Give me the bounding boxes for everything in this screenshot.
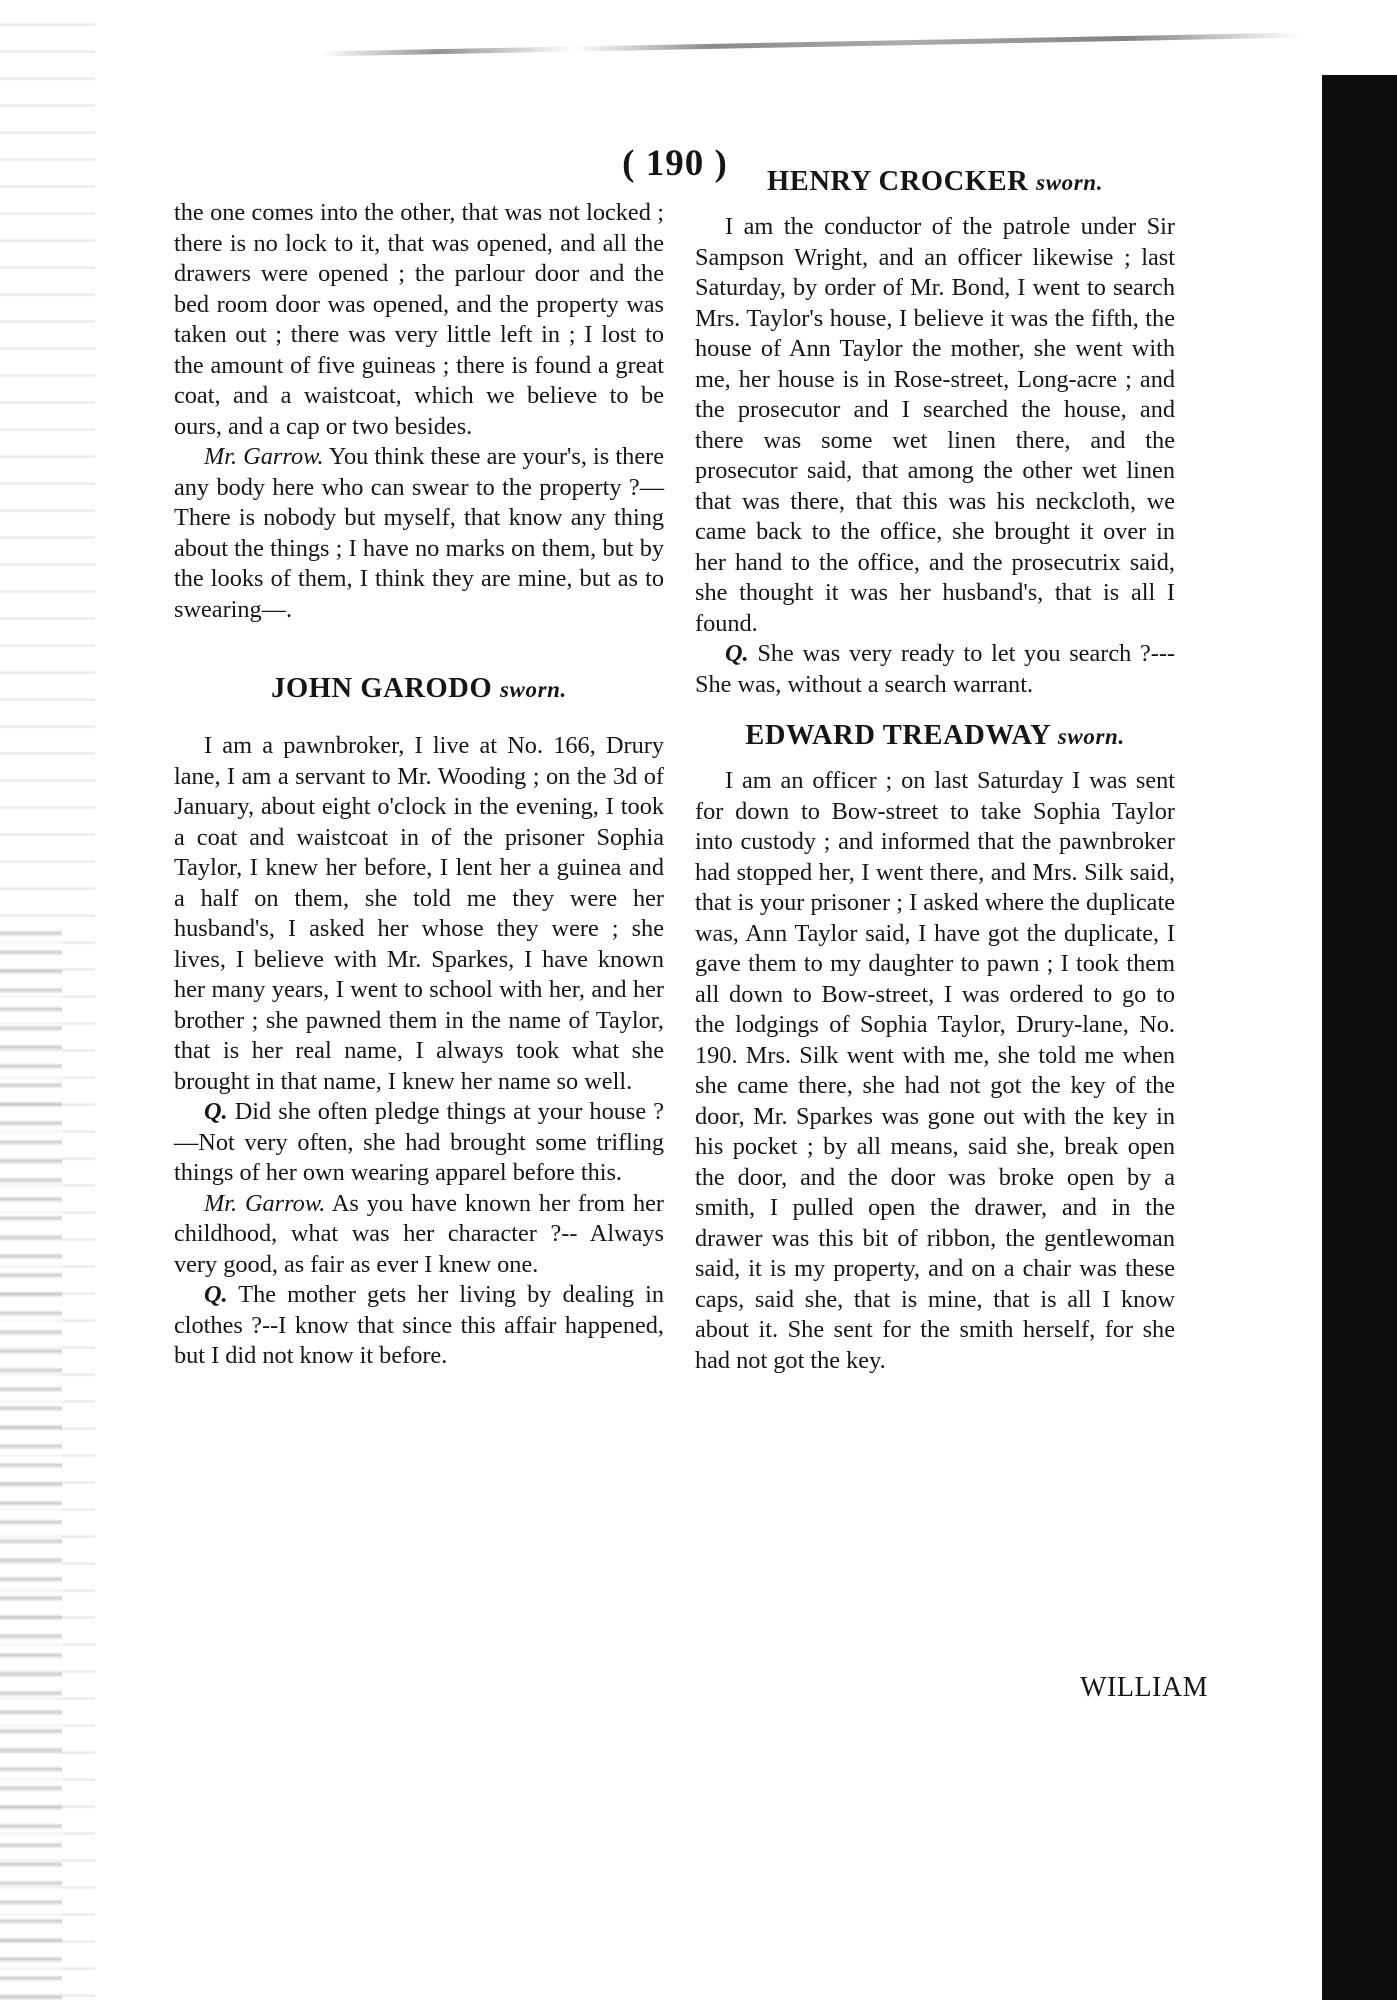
question-pledge-text: Did she often pledge things at your house ?—Not very often, she had brought some trifling things of her own wearing apparel before this.	[174, 1098, 664, 1186]
left-column	[174, 198, 664, 1372]
question-mark-q: Q.	[204, 1098, 228, 1125]
scan-right-margin-bar	[1322, 75, 1397, 2000]
garrow-question-2-text: As you have known her from her childhood, what was her character ?-- Always very good, as fair as ever I knew one.	[174, 1189, 664, 1278]
speaker-garrow: Mr. Garrow.	[204, 443, 324, 470]
witness-heading-crocker	[695, 166, 1175, 198]
scan-binding-shadow	[0, 930, 62, 2000]
question-mother-text: The mother gets her living by dealing in clothes ?--I know that since this affair happened, but I did not know it before.	[174, 1281, 665, 1369]
garrow-question-1-text: You think these are your's, is there any body here who can swear to the property ?—There is nobody but myself, that know any thing about the things ; I have no marks on them, but by the looks of them, I think they are mine, but as to swearing—.	[174, 443, 664, 623]
catchword: WILLIAM	[1080, 1672, 1208, 1703]
scan-top-rule	[320, 33, 1300, 57]
witness-heading-garodo	[174, 673, 664, 705]
opening-paragraph: the one comes into the other, that was not locked ; there is no lock to it, that was opened, and all the drawers were opened ; the parlour door and the bed room door was opened, and the property was taken out ; there was very little left in ; I lost to the amount of five guineas ; there is found a great coat, and a waistcoat, which we believe to be ours, and a cap or two besides.	[174, 199, 664, 440]
treadway-testimony: I am an officer ; on last Saturday I was sent for down to Bow-street to take Sophia Taylor into custody ; and informed that the pawnbroker had stopped her, I went there, and Mrs. Silk said, that is your prisoner ; I asked where the duplicate was, Ann Taylor said, I have got the duplicate, I gave them to my daughter to pawn ; I took them all down to Bow-street, I was ordered to go to the lodgings of Sophia Taylor, Drury-lane, No. 190. Mrs. Silk went with me, she told me when she came there, she had not got the key of the door, Mr. Sparkes was gone out with the key in his pocket ; by all means, said she, break open the door, and the door was broke open by a smith, I pulled open the drawer, and in the drawer was this bit of ribbon, the gentlewoman said, it is my property, and on a chair was these caps, said she, that is mine, that is all I know about it. She sent for the smith herself, for she had not got the key.	[695, 767, 1175, 1374]
crocker-testimony: I am the conductor of the patrole under Sir Sampson Wright, and an officer likewise ; last Saturday, by order of Mr. Bond, I went to search Mrs. Taylor's house, I believe it was the fifth, the house of Ann Taylor the mother, she went with me, her house is in Rose-street, Long-acre ; and the prosecutor and I searched the house, and there was some wet linen there, and the prosecutor said, that among the other wet linen that was there, that this was his neckcloth, we came back to the office, she brought it over in her hand to the office, and the prosecutrix said, she thought it was her husband's, that is all I found.	[695, 213, 1175, 637]
garodo-testimony: I am a pawnbroker, I live at No. 166, Drury lane, I am a servant to Mr. Wooding ; on the 3d of January, about eight o'clock in the evening, I took a coat and waistcoat in of the prisoner Sophia Taylor, I knew her before, I lent her a guinea and a half on them, she told me they were her husband's, I asked her whose they were ; she lives, I believe with Mr. Sparkes, I have known her many years, I went to school with her, and her brother ; she pawned them in the name of Taylor, that is her real name, I always took what she brought in that name, I knew her name so well.	[174, 732, 664, 1095]
garrow-question-2	[174, 1189, 664, 1281]
witness-name-crocker: HENRY CROCKER	[766, 166, 1029, 197]
sworn-label: sworn.	[1036, 170, 1104, 195]
witness-heading-treadway	[695, 720, 1175, 752]
page-number: ( 190 )	[622, 143, 728, 184]
question-ready-text: She was very ready to let you search ?---She was, without a search warrant.	[695, 640, 1176, 698]
sworn-label: sworn.	[1057, 724, 1125, 749]
question-pledge	[174, 1097, 664, 1189]
question-ready	[695, 639, 1175, 700]
question-mother	[174, 1280, 664, 1372]
speaker-garrow: Mr. Garrow.	[204, 1189, 326, 1217]
witness-name-treadway: EDWARD TREADWAY	[745, 720, 1051, 751]
question-mark-q: Q.	[725, 640, 749, 667]
witness-name-garodo: JOHN GARODO	[271, 673, 493, 704]
right-column	[695, 166, 1176, 1376]
garrow-question-1	[174, 442, 664, 625]
question-mark-q: Q.	[204, 1281, 228, 1308]
sworn-label: sworn.	[500, 677, 567, 702]
